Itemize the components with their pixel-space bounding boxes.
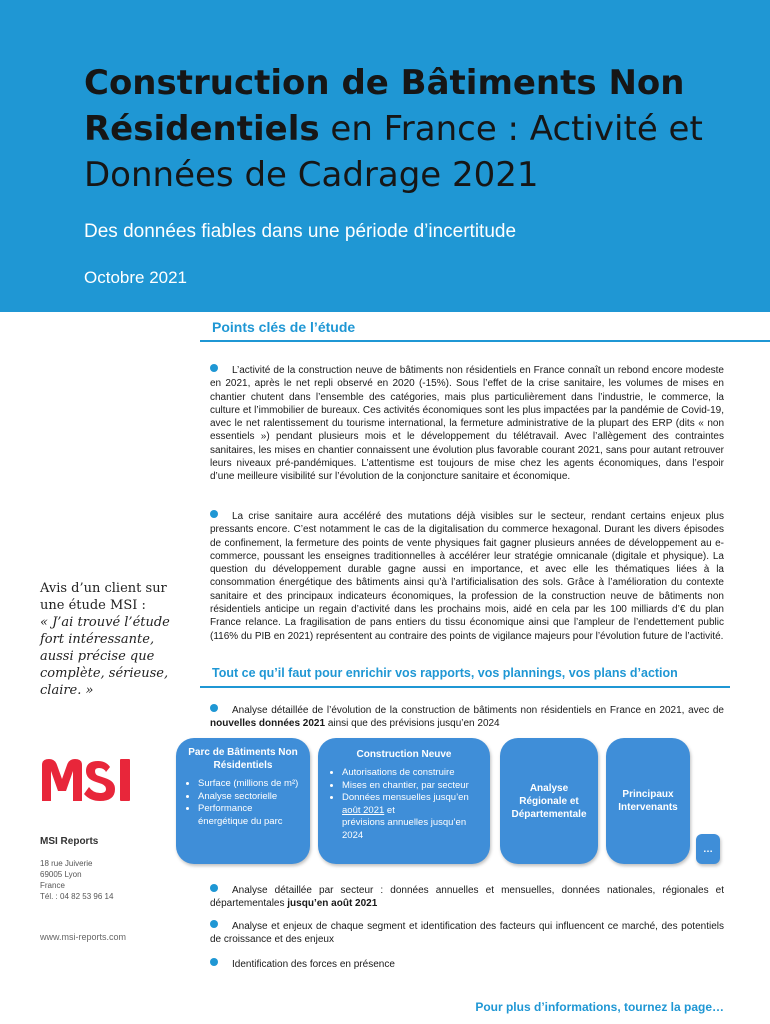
key-point-paragraph-1: L’activité de la construction neuve de bâtiments non résidentiels en France connaît un rebond encore modeste en 2021, après le net repli observé en 2020 (-15%). Sous l’effet de la crise sanitaire, les volumes de mises en chantier chutent dans l’ensemble des catégories, mais plus particulièrement dans l’industrie, le commerce, la culture et l’immobilier de bureaux. Ces activités économiques sont les plus impactées par la pandémie de Covid-19, avec le net ralentissement du tourisme international, la fermeture administrative de la plupart des ERP (dits « non essentiels ») pendant plusieurs mois et le développement du télétravail. Avec l’allègement des contraintes sanitaires, les mises en chantier connaissent une évolution plus favorable courant 2021, sans pour autant retrouver leurs niveaux pré-pandémiques. L’attentisme est toujours de mise chez les agents économiques, dans l’espoir d’une meilleure visibilité sur l’évolution de la conjoncture sanitaire et économique. (210, 365, 724, 483)
bullet-dot-icon (210, 364, 218, 372)
client-quote-intro: Avis d’un client sur une étude MSI : (40, 581, 167, 613)
box-analyse-regionale: Analyse Régionale et Départementale (500, 738, 598, 864)
box-construction-list (330, 767, 478, 842)
company-address: 18 rue Juiverie 69005 Lyon France Tél. : 04 82 53 96 14 (40, 859, 114, 901)
enrich-heading: Tout ce qu’il faut pour enrichir vos rapports, vos plannings, vos plans d’action (212, 666, 678, 680)
list-item: • Autorisations de construire (342, 767, 478, 780)
date-link: août 2021 (342, 804, 385, 816)
msi-logo (40, 757, 132, 803)
feature-bullet-2: Analyse et enjeux de chaque segment et identification des facteurs qui influencent ce marché, des potentiels de croissance et des enjeux (210, 921, 724, 946)
client-quote-text: « J’ai trouvé l’étude fort intéressante, aussi précise que complète, sérieuse, claire. » (40, 615, 170, 698)
box-principaux-intervenants: Principaux Intervenants (606, 738, 690, 864)
box-more: … (696, 834, 720, 864)
list-item: • Performance énergétique du parc (198, 803, 300, 828)
bullet-dot-icon (210, 920, 218, 928)
bullet-dot-icon (210, 704, 218, 712)
report-title (84, 60, 724, 198)
feature-bullet-3: Identification des forces en présence (210, 958, 724, 971)
box-parc-title: Parc de Bâtiments Non Résidentiels (188, 747, 298, 771)
key-points-rule (200, 340, 770, 342)
client-quote (40, 580, 190, 699)
report-subtitle: Des données fiables dans une période d’incertitude (84, 221, 517, 242)
key-point-paragraph-2: La crise sanitaire aura accéléré des mutations déjà visibles sur le secteur, rendant certains enjeux plus pressants encore. C’est notamment le cas de la digitalisation du commerce hexagonal. Durant les divers épisodes de confinement, la fermeture des points de vente physiques fait gagner plusieurs années de développement au e-commerce, poussant les enseignes traditionnelles à accélérer leur stratégie omnicanale (digitale et physique). La question du développement durable gagne aussi en importance, et avec elle les thématiques liées à la consommation énergétique des bâtiments ainsi qu’à l’artificialisation des sols. Grâce à l’amélioration du contexte sanitaire et des principaux indicateurs économiques, la profession de la construction neuve de bâtiments non résidentiels anticipe un regain d’activité dans les prochains mois, aidé en cela par les 100 milliards d’€ du plan France relance. La fragilisation de pans entiers du tissu économique ainsi que l’ampleur de l’endettement public (116% du PIB en 2021) représentent au contraire des points de vigilance majeurs pour l’évolution future de l’activité. (210, 511, 724, 642)
enrich-item-1: Analyse détaillée de l’évolution de la construction de bâtiments non résidentiels en France en 2021, avec de nouvelles données 2021 ainsi que des prévisions jusqu’en 2024 (210, 705, 724, 730)
report-title-bold: Construction de Bâtiments Non Résidentiels (84, 63, 685, 149)
box-parc-list (186, 778, 300, 828)
feature-bullet-1: Analyse détaillée par secteur : données annuelles et mensuelles, données nationales, régionales et départementales jusqu’en août 2021 (210, 885, 724, 910)
bullet-dot-icon (210, 884, 218, 892)
list-item: • Mises en chantier, par secteur (342, 780, 478, 793)
list-item: • Surface (millions de m²) (198, 778, 300, 791)
list-item: • Données mensuelles jusqu’en août 2021 et prévisions annuelles jusqu’en 2024 (342, 792, 478, 842)
company-website[interactable]: www.msi-reports.com (40, 932, 127, 942)
key-points-heading: Points clés de l’étude (212, 319, 356, 335)
list-item: • Analyse sectorielle (198, 791, 300, 804)
box-construction-title: Construction Neuve (356, 749, 452, 760)
more-info-link[interactable]: Pour plus d’informations, tournez la page… (475, 1000, 724, 1014)
report-date: Octobre 2021 (84, 268, 188, 287)
report-title-rest: en France : Activité et Données de Cadrage 2021 (84, 109, 703, 195)
enrich-rule (200, 686, 730, 688)
company-name: MSI Reports (40, 836, 99, 847)
box-construction-neuve (318, 738, 490, 864)
bullet-dot-icon (210, 958, 218, 966)
bullet-dot-icon (210, 510, 218, 518)
box-parc-batiments (176, 738, 310, 864)
